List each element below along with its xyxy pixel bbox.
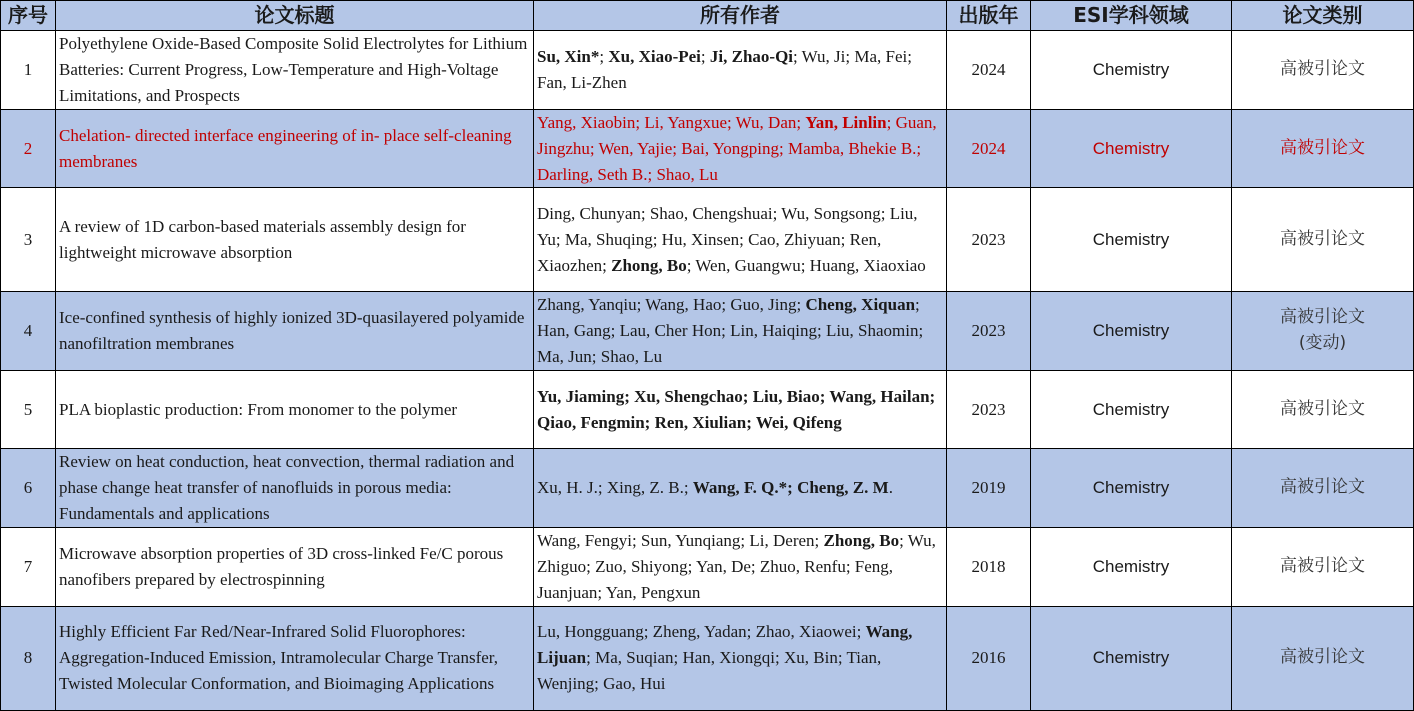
author-bold: Cheng, Xiquan (805, 295, 916, 315)
row-number: 4 (1, 292, 56, 371)
paper-title: Polyethylene Oxide-Based Composite Solid Electrolytes for Lithium Batteries: Current Progress, Low-Temperature and High-Voltage Limitations, and Prospects (56, 31, 534, 110)
author-text: Wang, Fengyi; Sun, Yunqiang; Li, Deren; (537, 530, 824, 550)
paper-type-label: 高被引论文 (1280, 58, 1365, 79)
paper-type (1232, 371, 1414, 449)
author-text: . (888, 478, 893, 498)
paper-title: Microwave absorption properties of 3D cross-linked Fe/C porous nanofibers prepared by electrospinning (56, 527, 534, 606)
paper-title: Review on heat conduction, heat convection, thermal radiation and phase change heat transfer of nanofluids in porous media: Fundamentals and applications (56, 449, 534, 528)
paper-type (1232, 606, 1414, 710)
paper-authors (534, 292, 947, 371)
author-text: ; Guan, Jingzhu; Wen, Yajie; Bai, Yongping; Mamba, Bhekie B.; Darling, Seth B.; Shao, Lu (537, 112, 937, 184)
paper-type-label: 高被引论文 (1280, 228, 1365, 249)
publication-year: 2019 (947, 449, 1031, 528)
row-number: 5 (1, 371, 56, 449)
author-text: ; Ma, Suqian; Han, Xiongqi; Xu, Bin; Tian, Wenjing; Gao, Hui (537, 648, 882, 694)
esi-field: Chemistry (1031, 606, 1232, 710)
author-text: ; (599, 46, 609, 66)
esi-field: Chemistry (1031, 449, 1232, 528)
paper-authors (534, 449, 947, 528)
author-bold: Zhong, Bo (823, 530, 900, 550)
author-text: Xu, H. J.; Xing, Z. B.; (537, 478, 693, 498)
author-text: ; Wu, Zhiguo; Zuo, Shiyong; Yan, De; Zhuo, Renfu; Feng, Juanjuan; Yan, Pengxun (537, 530, 936, 602)
author-bold: Yu, Jiaming; Xu, Shengchao; Liu, Biao; Wang, Hailan; Qiao, Fengmin; Ren, Xiulian; Wei, Qifeng (537, 386, 936, 432)
paper-type-label: 高被引论文 (1280, 555, 1365, 576)
esi-field: Chemistry (1031, 292, 1232, 371)
paper-title: Ice-confined synthesis of highly ionized 3D-quasilayered polyamide nanofiltration membranes (56, 292, 534, 371)
paper-title: Highly Efficient Far Red/Near-Infrared Solid Fluorophores: Aggregation-Induced Emission, Intramolecular Charge Transfer, Twisted Molecular Conformation, and Bioimaging Applications (56, 606, 534, 710)
paper-type-label: 高被引论文 (1280, 307, 1365, 328)
author-text: ; (700, 46, 710, 66)
paper-authors (534, 527, 947, 606)
publication-year: 2024 (947, 109, 1031, 188)
author-text: ; Wu, Ji; Ma, Fei; Fan, Li-Zhen (537, 46, 912, 92)
publication-year: 2024 (947, 31, 1031, 110)
paper-type-note: (变动) (1298, 333, 1347, 354)
paper-type-label: 高被引论文 (1280, 477, 1365, 498)
table-row (1, 188, 1414, 292)
author-text: ; Wen, Guangwu; Huang, Xiaoxiao (686, 255, 926, 275)
author-text: Ding, Chunyan; Shao, Chengshuai; Wu, Songsong; Liu, Yu; Ma, Shuqing; Hu, Xinsen; Cao, Zhiyuan; Ren, Xiaozhen; (537, 204, 918, 275)
paper-type (1232, 449, 1414, 528)
paper-type (1232, 292, 1414, 371)
row-number: 2 (1, 109, 56, 188)
author-bold: Wang, F. Q.*; Cheng, Z. M (692, 478, 889, 498)
paper-type-label: 高被引论文 (1280, 647, 1365, 668)
header-field: ESI学科领域 (1031, 1, 1232, 31)
header-authors: 所有作者 (534, 1, 947, 31)
paper-title: PLA bioplastic production: From monomer to the polymer (56, 371, 534, 449)
author-bold: Su, Xin* (537, 46, 600, 66)
table-row (1, 606, 1414, 710)
header-type: 论文类别 (1232, 1, 1414, 31)
header-row (1, 1, 1414, 31)
row-number: 8 (1, 606, 56, 710)
paper-type (1232, 527, 1414, 606)
paper-type (1232, 31, 1414, 110)
table-row (1, 449, 1414, 528)
paper-authors (534, 109, 947, 188)
esi-field: Chemistry (1031, 31, 1232, 110)
author-text: Lu, Hongguang; Zheng, Yadan; Zhao, Xiaowei; (537, 622, 866, 642)
paper-type (1232, 109, 1414, 188)
paper-type-label: 高被引论文 (1280, 137, 1365, 158)
author-text: Zhang, Yanqiu; Wang, Hao; Guo, Jing; (537, 295, 806, 315)
author-bold: Ji, Zhao-Qi (709, 46, 794, 66)
table-row (1, 371, 1414, 449)
row-number: 1 (1, 31, 56, 110)
paper-authors (534, 31, 947, 110)
paper-authors (534, 371, 947, 449)
esi-field: Chemistry (1031, 527, 1232, 606)
paper-title: A review of 1D carbon-based materials assembly design for lightweight microwave absorption (56, 188, 534, 292)
header-num: 序号 (1, 1, 56, 31)
author-bold: Xu, Xiao-Pei (608, 46, 701, 66)
table-row (1, 292, 1414, 371)
esi-field: Chemistry (1031, 109, 1232, 188)
author-bold: Yan, Linlin (805, 112, 887, 132)
paper-type (1232, 188, 1414, 292)
esi-field: Chemistry (1031, 188, 1232, 292)
publication-year: 2016 (947, 606, 1031, 710)
row-number: 6 (1, 449, 56, 528)
author-text: ; Han, Gang; Lau, Cher Hon; Lin, Haiqing; Liu, Shaomin; Ma, Jun; Shao, Lu (537, 295, 924, 367)
paper-authors (534, 606, 947, 710)
esi-field: Chemistry (1031, 371, 1232, 449)
paper-title: Chelation- directed interface engineering of in- place self-cleaning membranes (56, 109, 534, 188)
header-year: 出版年 (947, 1, 1031, 31)
publication-year: 2023 (947, 292, 1031, 371)
table-row (1, 31, 1414, 110)
row-number: 7 (1, 527, 56, 606)
table-row (1, 109, 1414, 188)
paper-type-label: 高被引论文 (1280, 398, 1365, 419)
publication-year: 2018 (947, 527, 1031, 606)
publication-year: 2023 (947, 188, 1031, 292)
paper-authors (534, 188, 947, 292)
publication-year: 2023 (947, 371, 1031, 449)
table-body (1, 31, 1414, 711)
row-number: 3 (1, 188, 56, 292)
author-bold: Zhong, Bo (611, 255, 687, 275)
table-row (1, 527, 1414, 606)
author-text: Yang, Xiaobin; Li, Yangxue; Wu, Dan; (537, 112, 806, 132)
header-title: 论文标题 (56, 1, 534, 31)
author-bold: Wang, Lijuan (537, 622, 913, 668)
